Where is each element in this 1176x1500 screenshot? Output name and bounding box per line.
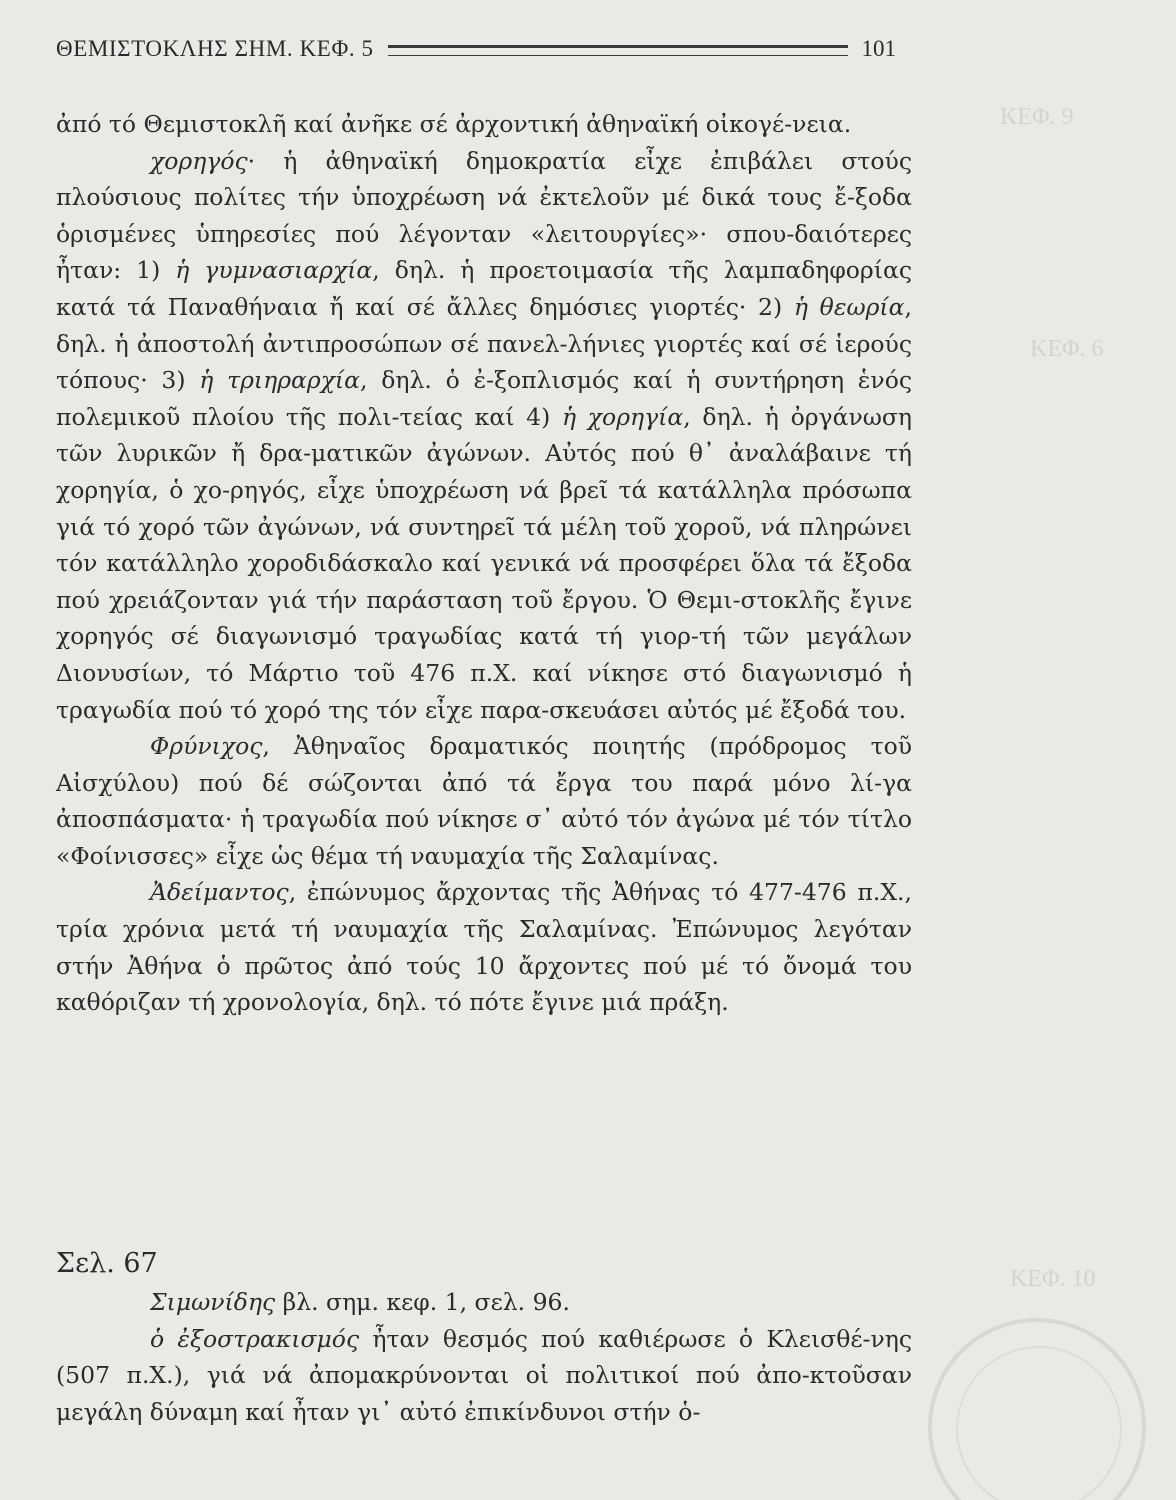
italic-term: ἡ χορηγία xyxy=(562,402,684,431)
show-through-label: ΚΕΦ. 10 xyxy=(1010,1266,1096,1292)
italic-term: χορηγός xyxy=(150,146,248,175)
library-stamp xyxy=(928,1318,1146,1500)
paragraph xyxy=(56,728,912,874)
text-run: , δηλ. ὁ ἐ-ξοπλισμός καί ἡ συντήρηση ἑνός πολεμικοῦ πλοίου τῆς πολι-τείας καί 4) xyxy=(56,366,913,431)
italic-term: Σιμωνίδης xyxy=(150,1288,276,1316)
paragraph xyxy=(56,1284,912,1321)
paragraph xyxy=(56,143,912,729)
page-number: 101 xyxy=(861,36,896,61)
italic-term: Ἀδείμαντος xyxy=(150,878,289,907)
text-run: ἦταν θεσμός πού καθιέρωσε ὁ Κλεισθέ-νης (507 π.Χ.), γιά νά ἀπομακρύνονται οἱ πολιτικοί πού ἀπο-κτοῦσαν μεγάλη δύναμη καί ἦταν γι᾿ αὐτό ἐπικίνδυνοι στήν ὁ- xyxy=(56,1324,913,1426)
text-run: , δηλ. ἡ ἀποστολή ἀντιπροσώπων σέ πανελ-λήνιες γιορτές καί σέ ἱερούς τόπους· 3) xyxy=(56,292,912,395)
text-run: , δηλ. ἡ ὀργάνωση τῶν λυρικῶν ἤ δρα-ματικῶν ἀγώνων. Αὐτός πού θ᾿ ἀναλάβαινε τή χορηγία, ὁ χο-ρηγός, εἶχε ὑποχρέωση νά βρεῖ τά κατάλληλα πρόσωπα γιά τό χορό τῶν ἀγώνων, νά συντηρεῖ τά μέλη τοῦ χοροῦ, νά πληρώνει τόν κατάλληλο χοροδιδάσκαλο καί γενικά νά προσφέρει ὅλα τά ἔξοδα πού χρειάζονταν γιά τήν παράσταση τοῦ ἔργου. Ὁ Θεμι-στοκλῆς ἔγινε χορηγός σέ διαγωνισμό τραγωδίας κατά τή γιορ-τή τῶν μεγάλων Διονυσίων, τό Μάρτιο τοῦ 476 π.Χ. καί νίκησε στό διαγωνισμό ἡ τραγωδία πού τό χορό της τόν εἶχε παρα-σκευάσει αὐτός μέ ἔξοδά του. xyxy=(56,402,913,724)
text-run: · ἡ ἀθηναϊκή δημοκρατία εἶχε ἐπιβάλει στούς πλούσιους πολίτες τήν ὑποχρέωση νά ἐκτελοῦν μέ δικά τους ἔ-ξοδα ὁρισμένες ὑπηρεσίες πού λέγονταν «λειτουργίες»· σπου-δαιότερες ἦταν: 1) xyxy=(56,146,912,285)
italic-term: ὁ ἐξοστρακισμός xyxy=(150,1324,360,1353)
italic-term: Φρύνιχος xyxy=(150,732,263,761)
section-body-text xyxy=(56,1284,912,1430)
paragraph xyxy=(56,106,912,143)
header-rule xyxy=(388,45,848,56)
paragraph xyxy=(56,1321,912,1431)
body-text xyxy=(56,106,912,1021)
text-run: , δηλ. ἡ προετοιμασία τῆς λαμπαδηφορίας κατά τά Παναθήναια ἤ καί σέ ἄλλες δημόσιες γιορτές· 2) xyxy=(56,256,912,321)
running-header xyxy=(56,32,896,66)
text-run: βλ. σημ. κεφ. 1, σελ. 96. xyxy=(275,1288,570,1316)
paragraph xyxy=(56,874,912,1020)
library-stamp-inner-ring xyxy=(956,1346,1122,1500)
text-run: , ἐπώνυμος ἄρχοντας τῆς Ἀθήνας τό 477-476 π.Χ., τρία χρόνια μετά τή ναυμαχία τῆς Σαλαμίνας. Ἐπώνυμος λεγόταν στήν Ἀθήνα ὁ πρῶτος ἀπό τούς 10 ἄρχοντες πού μέ τό ὄνομά του καθόριζαν τή χρονολογία, δηλ. τό πότε ἔγινε μιά πράξη. xyxy=(56,878,912,1017)
italic-term: ἡ γυμνασιαρχία xyxy=(175,256,373,285)
text-run: , Ἀθηναῖος δραματικός ποιητής (πρόδρομος τοῦ Αἰσχύλου) πού δέ σώζονται ἀπό τά ἔργα του παρά μόνο λί-γα ἀποσπάσματα· ἡ τραγωδία πού νίκησε σ᾿ αὐτό τόν ἀγώνα μέ τόν τίτλο «Φοίνισσες» εἶχε ὡς θέμα τή ναυμαχία τῆς Σαλαμίνας. xyxy=(56,732,912,870)
section-heading: Σελ. 67 xyxy=(56,1248,158,1279)
italic-term: ἡ θεωρία xyxy=(793,292,905,321)
text-run: ἀπό τό Θεμιστοκλῆ καί ἀνῆκε σέ ἀρχοντική ἀθηναϊκή οἰκογέ-νεια. xyxy=(56,110,852,138)
running-header-title: ΘΕΜΙΣΤΟΚΛΗΣ ΣΗΜ. ΚΕΦ. 5 xyxy=(56,36,374,61)
show-through-label: ΚΕΦ. 9 xyxy=(1000,104,1074,130)
show-through-label: ΚΕΦ. 6 xyxy=(1030,336,1104,362)
italic-term: ἡ τριηραρχία xyxy=(199,366,361,395)
